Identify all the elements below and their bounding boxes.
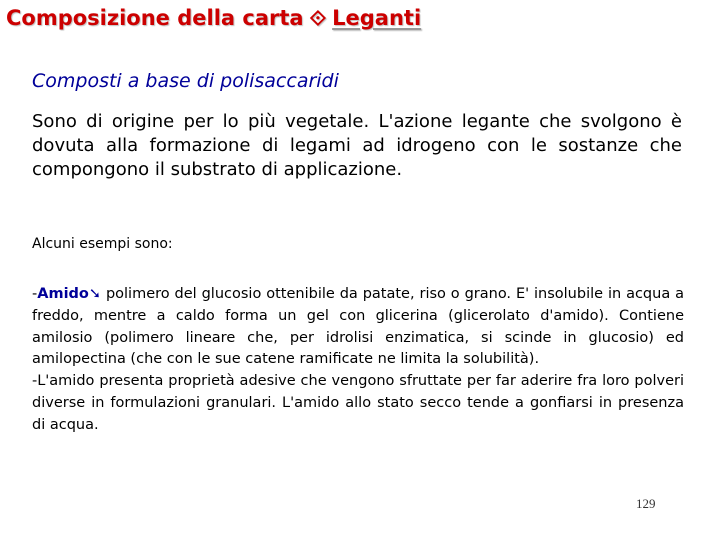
example-description: polimero del glucosio ottenibile da patate, riso o grano. E' insolubile in acqua a freddo, mentre a caldo forma un gel con glicerina (glicerolato d'amido). Contiene amilosio (polimero lineare che, per idrolisi enzimatica, si scinde in glucosio) ed amilopectina (che con le sue catene ramificate ne limita la solubilità). [32, 286, 684, 368]
diamond-arrows-icon: ⟐ [309, 6, 327, 30]
title-highlight: Leganti [332, 6, 422, 30]
examples-label: Alcuni esempi sono: [32, 236, 173, 252]
example-block [32, 284, 684, 437]
page-number: 129 [636, 496, 656, 511]
example-prefix: - [32, 286, 38, 302]
slide-title [6, 6, 421, 31]
example-properties: -L'amido presenta proprietà adesive che vengono sfruttate per far aderire fra loro polveri diverse in formulazioni granulari. L'amido allo stato secco tende a gonfiarsi in presenza di acqua. [32, 373, 684, 433]
title-main: Composizione della carta [6, 6, 304, 30]
intro-paragraph: Sono di origine per lo più vegetale. L'azione legante che svolgono è dovuta alla formazione di legami ad idrogeno con le sostanze che compongono il substrato di applicazione. [32, 111, 682, 180]
section-subtitle: Composti a base di polisaccaridi [32, 70, 339, 92]
arrow-down-right-icon: ➘ [88, 286, 102, 302]
example-term: Amido [37, 286, 89, 302]
